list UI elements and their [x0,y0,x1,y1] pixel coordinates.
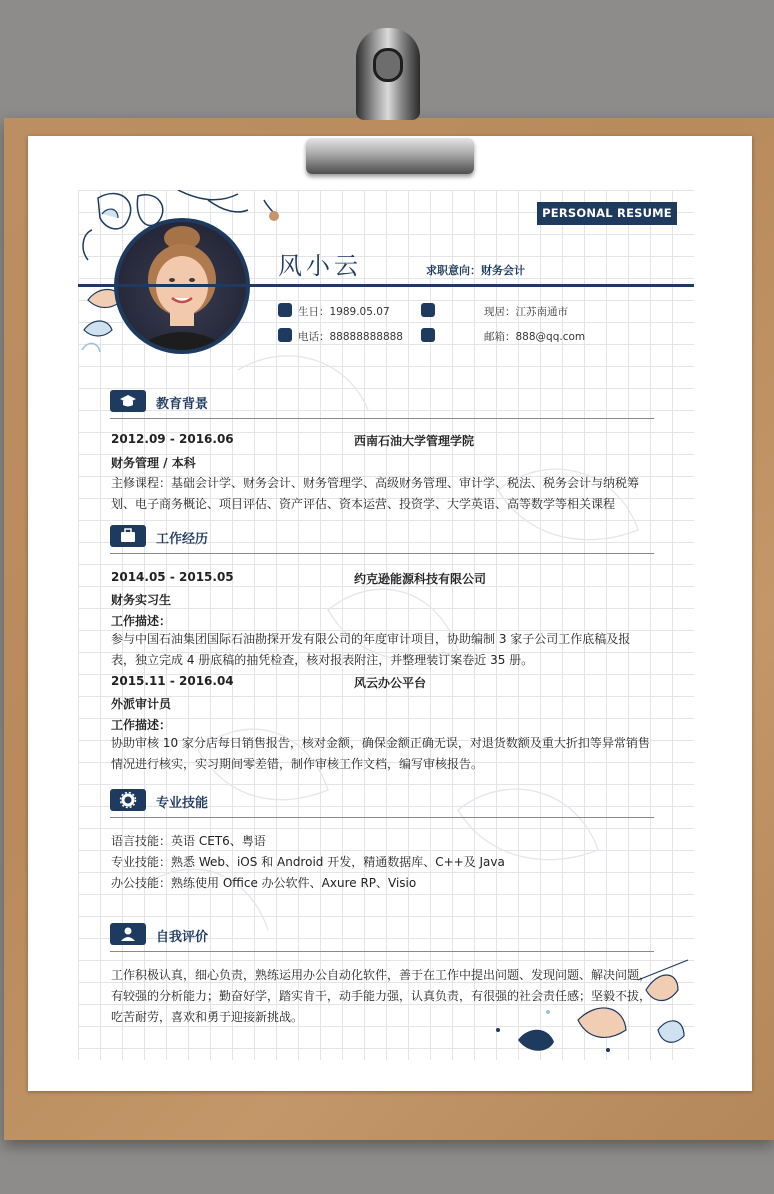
job-2-desc: 协助审核 10 家分店每日销售报告，核对金额，确保金额正确无误，对退货数额及重大折扣等异常销售情况进行核实，实习期间零差错，制作审核工作文档，编写审核报告。 [111,736,650,771]
skill-language: 语言技能：英语 CET6、粤语 [111,834,266,848]
self-divider [110,951,654,952]
job-1-company: 约克逊能源科技有限公司 [354,572,487,586]
email-icon [421,328,435,342]
education-period: 2012.09 - 2016.06 [111,432,234,446]
candidate-name: 风小云 [278,252,362,280]
skills-divider [110,817,654,818]
education-title: 教育背景 [156,397,209,412]
binder-clip-bar [306,138,474,174]
job-1-desc: 参与中国石油集团国际石油勘探开发有限公司的年度审计项目，协助编制 3 家子公司工作底稿及报表，独立完成 4 册底稿的抽凭检查，核对报表附注，并整理装订案卷近 35 册。 [111,632,631,667]
education-school: 西南石油大学管理学院 [354,434,475,448]
job-1-period: 2014.05 - 2015.05 [111,570,234,584]
header-divider [78,284,694,287]
education-courses: 主修课程：基础会计学、财务会计、财务管理学、高级财务管理、审计学、税法、税务会计与纳税筹划、电子商务概论、项目评估、资产评估、资本运营、投资学、大学英语、高等数学等相关课程 [111,476,640,511]
resume-page [78,190,694,1060]
job-2-desc-label: 工作描述： [111,718,172,732]
education-section-header [110,390,654,420]
job-2-period: 2015.11 - 2016.04 [111,674,234,688]
user-icon [110,923,146,945]
skills-title: 专业技能 [156,796,209,811]
education-divider [110,418,654,419]
location-text: 现居：江苏南通市 [484,306,568,318]
skill-office: 办公技能：熟练使用 Office 办公软件、Axure RP、Visio [111,876,417,890]
birthday-text: 生日：1989.05.07 [298,306,390,318]
self-title: 自我评价 [156,930,209,945]
personal-resume-badge: PERSONAL RESUME [537,202,677,225]
gear-icon [110,789,146,811]
skill-professional: 专业技能：熟悉 Web、iOS 和 Android 开发，精通数据库、C++及 Java [111,855,505,869]
work-section-header [110,525,654,555]
skills-section-header [110,789,654,819]
job-intent: 求职意向：财务会计 [426,264,525,277]
briefcase-icon [110,525,146,547]
work-divider [110,553,654,554]
phone-text: 电话：88888888888 [298,331,403,343]
graduation-cap-icon [110,390,146,412]
job-2-role: 外派审计员 [111,697,172,711]
work-title: 工作经历 [156,532,209,547]
education-major: 财务管理 / 本科 [111,456,196,470]
binder-clip-hole [373,48,403,82]
phone-icon [278,328,292,342]
job-2-company: 风云办公平台 [354,676,427,690]
self-evaluation-text: 工作积极认真，细心负责，熟练运用办公自动化软件，善于在工作中提出问题、发现问题、解决问题，有较强的分析能力；勤奋好学，踏实肯干，动手能力强，认真负责，有很强的社会责任感；坚毅不拔，吃苦耐劳，喜欢和勇于迎接新挑战。 [111,968,652,1024]
self-section-header [110,923,654,953]
location-icon [421,303,435,317]
job-1-desc-label: 工作描述： [111,614,172,628]
job-1-role: 财务实习生 [111,593,172,607]
email-text: 邮箱：888@qq.com [484,331,586,343]
birthday-icon [278,303,292,317]
